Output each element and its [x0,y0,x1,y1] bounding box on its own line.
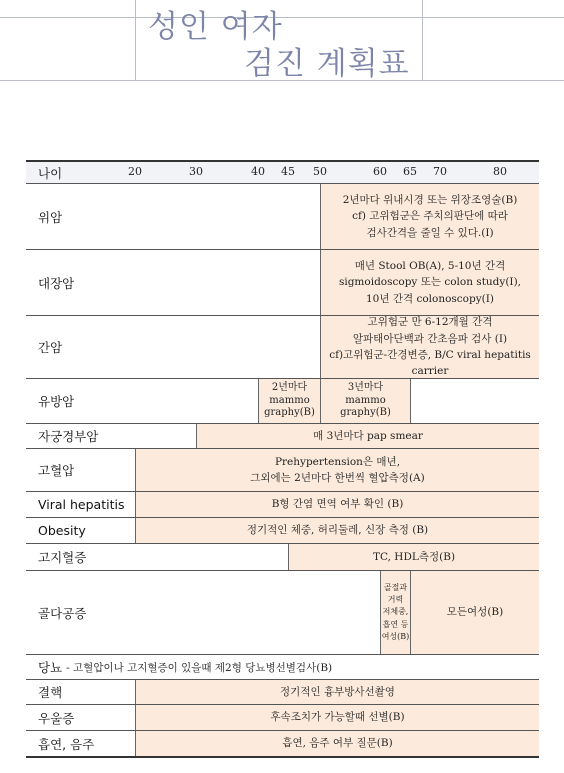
row-label: Obesity [38,523,86,538]
bar-text: mammo [269,394,310,406]
bar-text: 알파태아단백과 간초음파 검사 (I) [352,332,508,345]
bar-text: graphy(B) [340,407,391,419]
title-rule-left [135,0,136,81]
row-osteoporosis [26,571,539,655]
bar-text: TC, HDL측정(B) [372,550,456,563]
row-label: Viral hepatitis [38,497,125,512]
diabetes-note: - 고혈압이나 고지혈증이 있을때 제2형 당뇨병선별검사(B) [66,661,333,674]
bar-text: mammo [345,394,386,406]
row-viral-hepatitis [26,492,539,518]
bar-text: 저체중, [382,607,409,617]
row-label: 결핵 [38,685,63,700]
row-gastric-cancer [26,184,539,250]
bar-text: 정기적인 흉부방사선촬영 [280,685,395,698]
bar-text: 고위험군 만 6-12개월 간격 [367,316,493,329]
bar-text: sigmoidoscopy 또는 colon study(I), [338,276,522,289]
bar-divider [410,379,411,423]
row-colorectal-cancer [26,250,539,316]
smoking-screening-bar [135,731,539,756]
depression-screening-bar [135,705,539,730]
bar-text: 검사간격을 줄일 수 있다.(I) [366,226,494,239]
row-label: 골다공증 [38,605,87,621]
row-label: 흡연, 음주 [38,736,95,752]
row-obesity [26,518,539,544]
bar-text: 흡연, 음주 여부 질문(B) [282,737,393,750]
age-tick: 50 [313,165,327,178]
bar-text: 매 3년마다 pap smear [313,429,423,442]
bar-text: 2년마다 위내시경 또는 위장조영술(B) [342,194,518,207]
bar-text: cf) 고위험군은 주치의판단에 따라 [352,210,508,223]
cervical-screening-bar [196,424,539,448]
colon-screening-bar [320,250,539,315]
bar-text: 10년 간격 colonoscopy(I) [365,292,494,305]
row-label: 자궁경부암 [38,429,99,444]
row-label: 위암 [38,209,63,225]
bar-text: 후속조치가 가능할때 선별(B) [270,711,405,724]
age-tick: 80 [493,165,507,178]
bar-text: graphy(B) [264,407,315,419]
liver-screening-bar [320,316,539,378]
bar-text: cf)고위험군-간경변증, B/C viral hepatitis carrier [329,349,531,378]
row-hypertension [26,449,539,492]
hepatitis-screening-bar [135,492,539,517]
age-tick: 70 [433,165,447,178]
row-cervical-cancer [26,424,539,449]
diabetes-label: 당뇨 [38,660,63,675]
lipid-screening-bar [288,544,539,570]
bar-text: 2년마다 [271,382,308,394]
row-label: 간암 [38,340,63,355]
age-header-row [26,162,539,184]
row-label [26,655,332,679]
bar-text: B형 간염 면역 여부 확인 (B) [271,498,404,511]
row-label: 우울증 [38,710,75,726]
row-tuberculosis [26,680,539,705]
osteo-risk-bar [380,571,410,654]
row-diabetes [26,655,539,680]
row-label: 대장암 [38,275,75,291]
bar-text: 골절과거력 [383,582,408,604]
bar-text: 흡연 등 [382,619,409,629]
obesity-screening-bar [135,518,539,543]
title-rule-right [422,0,423,81]
hypertension-screening-bar [135,449,539,491]
row-depression [26,705,539,731]
tb-screening-bar [135,680,539,704]
bar-text: 여성(B) [381,632,410,642]
age-tick: 45 [281,165,295,178]
age-tick: 20 [128,165,142,178]
row-liver-cancer [26,316,539,379]
bar-text: 모든여성(B) [446,606,504,619]
row-label: 고지혈증 [38,550,87,565]
age-tick: 65 [403,165,417,178]
row-hyperlipidemia [26,544,539,571]
breast-screening-bar-50s [320,379,410,423]
breast-screening-bar-40s [258,379,320,423]
bar-text: Prehypertension은 매년, [274,455,401,468]
bar-text: 매년 Stool OB(A), 5-10년 간격 [354,260,506,273]
gastric-screening-bar [320,184,539,249]
row-label: 고혈압 [38,463,75,478]
row-smoking-drinking [26,731,539,758]
age-tick: 30 [189,165,203,178]
screening-table [26,160,539,758]
bar-text: 그외에는 2년마다 한번씩 혈압측정(A) [250,472,425,484]
bar-text: 정기적인 체중, 허리둘레, 신장 측정 (B) [246,524,429,537]
osteo-all-women-bar [410,571,539,654]
bar-text: 3년마다 [347,382,384,394]
page-title-line2: 검진 계획표 [244,46,410,82]
age-tick: 60 [373,165,387,178]
row-label: 유방암 [38,394,75,409]
page-title-line1: 성인 여자 [148,9,283,45]
row-breast-cancer [26,379,539,424]
age-tick: 40 [251,165,265,178]
age-header-label: 나이 [38,165,63,181]
